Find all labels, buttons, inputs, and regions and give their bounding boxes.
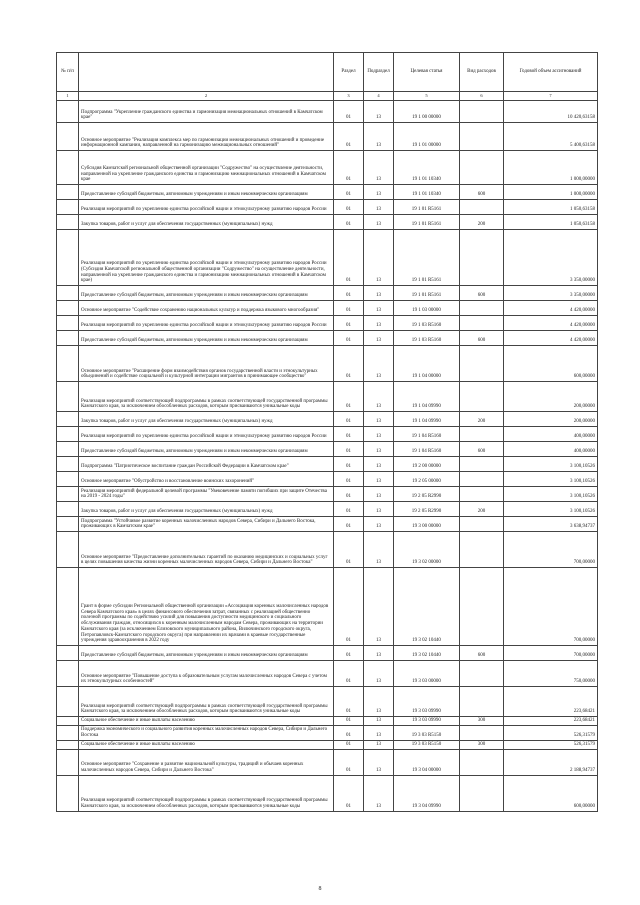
vr-cell (460, 151, 504, 185)
vr-cell: 300 (460, 717, 504, 726)
vr-cell (460, 457, 504, 472)
name-cell: Предоставление субсидий бюджетным, автономным учреждениям и иным некоммерческим организациям (79, 442, 334, 457)
num-cell (57, 185, 79, 200)
podrazdel-cell: 13 (364, 502, 394, 517)
table-row (57, 215, 598, 230)
target-cell: 19 3 02 10440 (394, 646, 460, 661)
sum-cell: 223,68421 (504, 717, 598, 726)
name-cell: Предоставление субсидий бюджетным, автономным учреждениям и иным некоммерческим организациям (79, 331, 334, 346)
sum-cell: 1 000,00000 (504, 185, 598, 200)
razdel-cell: 01 (334, 382, 364, 412)
sum-cell: 3 100,10526 (504, 457, 598, 472)
razdel-cell: 01 (334, 427, 364, 442)
name-cell: Реализация мероприятий по укреплению единства российской нации и этнокультурному развитию народов России (79, 316, 334, 331)
target-cell: 19 3 03 R5150 (394, 725, 460, 740)
razdel-cell: 01 (334, 101, 364, 123)
name-cell: Социальное обеспечение и иные выплаты населению (79, 740, 334, 749)
name-cell: Грант в форме субсидии Региональной общественной организации «Ассоциация коренных малочисленных народов Севера Камчатского края» в целях финансового обеспечения затрат, связанных с реализацией общественно полезной программы по содействию усилий для повышения доступности медицинского и социального обслуживания граждан, относящихся к коренным малочисленным народам Севера, проживающих на территории Камчатского края (за исключением Елизовского муниципального района, Вилючинского городского округа, Петропавловск-Камчатского городского округа) при направлении их врачами в краевые государственные учреждения здравоохранения в 2022 году (79, 568, 334, 646)
num-cell (57, 749, 79, 775)
razdel-cell: 01 (334, 687, 364, 717)
sum-cell: 1 000,00000 (504, 151, 598, 185)
num-cell (57, 427, 79, 442)
razdel-cell: 01 (334, 286, 364, 301)
razdel-cell: 01 (334, 331, 364, 346)
sum-cell: 5 400,63158 (504, 123, 598, 151)
table-row (57, 717, 598, 726)
target-cell: 19 2 05 R2990 (394, 487, 460, 502)
target-cell: 19 2 05 00000 (394, 472, 460, 487)
name-cell: Поддержка экономического и социального развития коренных малочисленных народов Севера, Сибири и Дальнего Востока (79, 725, 334, 740)
name-cell: Основное мероприятие "Обустройство и восстановление воинских захоронений" (79, 472, 334, 487)
target-cell: 19 1 01 10340 (394, 185, 460, 200)
target-cell: 19 3 02 10440 (394, 568, 460, 646)
razdel-cell: 01 (334, 185, 364, 200)
razdel-cell: 01 (334, 346, 364, 382)
index-cell: 2 (79, 92, 334, 101)
podrazdel-cell: 13 (364, 427, 394, 442)
vr-cell (460, 687, 504, 717)
sum-cell: 400,00000 (504, 442, 598, 457)
name-cell: Социальное обеспечение и иные выплаты населению (79, 717, 334, 726)
podrazdel-cell: 13 (364, 517, 394, 532)
sum-cell: 700,00000 (504, 646, 598, 661)
target-cell: 19 1 01 R5161 (394, 215, 460, 230)
table-row (57, 457, 598, 472)
vr-cell (460, 749, 504, 775)
razdel-cell: 01 (334, 517, 364, 532)
table-row (57, 301, 598, 316)
sum-cell: 700,00000 (504, 568, 598, 646)
sum-cell: 3 100,10526 (504, 472, 598, 487)
name-cell: Подпрограмма "Устойчивое развитие коренных малочисленных народов Севера, Сибири и Дальнего Востока, проживающих в Камчатском крае" (79, 517, 334, 532)
vr-cell: 200 (460, 215, 504, 230)
vr-cell (460, 568, 504, 646)
name-cell: Закупка товаров, работ и услуг для обеспечения государственных (муниципальных) нужд (79, 215, 334, 230)
table-row (57, 316, 598, 331)
sum-cell: 600,00000 (504, 775, 598, 811)
podrazdel-cell: 13 (364, 775, 394, 811)
table-row (57, 725, 598, 740)
vr-cell (460, 301, 504, 316)
name-cell: Основное мероприятие "Повышение доступа к образовательным услугам малочисленных народов Севера с учетом их этнокультурных особенностей" (79, 661, 334, 687)
vr-cell (460, 200, 504, 215)
sum-cell: 526,31579 (504, 725, 598, 740)
sum-cell: 4 420,00000 (504, 316, 598, 331)
sum-cell: 4 420,00000 (504, 331, 598, 346)
vr-cell (460, 775, 504, 811)
sum-cell: 1 050,63158 (504, 215, 598, 230)
name-cell: Реализация мероприятий по укреплению единства российской нации и этнокультурному развитию народов России (79, 427, 334, 442)
target-cell: 19 1 01 R5161 (394, 200, 460, 215)
num-cell (57, 717, 79, 726)
target-cell: 19 1 04 09990 (394, 412, 460, 427)
table-row (57, 442, 598, 457)
num-cell (57, 457, 79, 472)
sum-cell: 3 350,00000 (504, 286, 598, 301)
podrazdel-cell: 13 (364, 442, 394, 457)
target-cell: 19 1 01 00000 (394, 123, 460, 151)
target-cell: 19 3 02 00000 (394, 532, 460, 568)
table-row (57, 472, 598, 487)
table-row (57, 775, 598, 811)
table-row (57, 749, 598, 775)
header-row (57, 53, 598, 92)
target-cell: 19 1 01 R5161 (394, 230, 460, 286)
sum-cell: 700,00000 (504, 532, 598, 568)
razdel-cell: 01 (334, 749, 364, 775)
razdel-cell: 01 (334, 151, 364, 185)
podrazdel-cell: 13 (364, 101, 394, 123)
razdel-cell: 01 (334, 661, 364, 687)
vr-cell (460, 346, 504, 382)
num-cell (57, 331, 79, 346)
num-cell (57, 230, 79, 286)
sum-cell: 223,68421 (504, 687, 598, 717)
razdel-cell: 01 (334, 412, 364, 427)
num-cell (57, 200, 79, 215)
sum-cell: 3 100,10526 (504, 502, 598, 517)
target-cell: 19 2 00 00000 (394, 457, 460, 472)
vr-cell (460, 123, 504, 151)
page-number: 8 (318, 886, 322, 892)
index-cell: 6 (460, 92, 504, 101)
num-cell (57, 568, 79, 646)
target-cell: 19 3 03 R5150 (394, 740, 460, 749)
table-row (57, 487, 598, 502)
index-cell: 7 (504, 92, 598, 101)
name-cell: Закупка товаров, работ и услуг для обеспечения государственных (муниципальных) нужд (79, 412, 334, 427)
razdel-cell: 01 (334, 457, 364, 472)
num-cell (57, 442, 79, 457)
name-cell: Реализация мероприятий соответствующей подпрограммы в рамках соответствующей государственной программы Камчатского края, за исключением обособленных расходов, которым присваиваются уникальные коды (79, 775, 334, 811)
col-header-target: Целевая статья (394, 53, 460, 92)
num-cell (57, 472, 79, 487)
index-cell: 5 (394, 92, 460, 101)
name-cell: Реализация мероприятий соответствующей подпрограммы в рамках соответствующей государственной программы Камчатского края, за исключением обособленных расходов, которым присваиваются уникальные коды (79, 687, 334, 717)
sum-cell: 600,00000 (504, 346, 598, 382)
sum-cell: 400,00000 (504, 427, 598, 442)
name-cell: Предоставление субсидий бюджетным, автономным учреждениям и иным некоммерческим организациям (79, 185, 334, 200)
target-cell: 19 1 03 R5160 (394, 316, 460, 331)
target-cell: 19 1 03 R5160 (394, 331, 460, 346)
name-cell: Подпрограмма "Патриотическое воспитание граждан Российской Федерации в Камчатском крае" (79, 457, 334, 472)
name-cell: Реализация мероприятий по укреплению единства российской нации и этнокультурному развитию народов России (Субсидия Камчатской региональной общественной организации "Содружество" на осуществление деятельности, направленной на укрепление гражданского единства и гармонизацию межнациональных отношений в Камчатском крае) (79, 230, 334, 286)
sum-cell: 1 050,63158 (504, 200, 598, 215)
col-header-num: № п/п (57, 53, 79, 92)
target-cell: 19 3 04 00000 (394, 749, 460, 775)
index-cell: 1 (57, 92, 79, 101)
razdel-cell: 01 (334, 717, 364, 726)
table-row (57, 185, 598, 200)
num-cell (57, 687, 79, 717)
sum-cell: 200,00000 (504, 382, 598, 412)
num-cell (57, 123, 79, 151)
podrazdel-cell: 13 (364, 412, 394, 427)
razdel-cell: 01 (334, 532, 364, 568)
table-row (57, 286, 598, 301)
name-cell: Основное мероприятие "Предоставление дополнительных гарантий по оказанию медицинских и социальных услуг в целях повышения качества жизни коренных малочисленных народов Севера, Сибири и Дальнего Востока" (79, 532, 334, 568)
podrazdel-cell: 13 (364, 200, 394, 215)
podrazdel-cell: 13 (364, 301, 394, 316)
podrazdel-cell: 13 (364, 717, 394, 726)
name-cell: Основное мероприятие "Реализация комплекса мер по гармонизации межнациональных отношений и проведение информационной кампании, направленной на гармонизацию межнациональных отношений" (79, 123, 334, 151)
podrazdel-cell: 13 (364, 687, 394, 717)
target-cell: 19 3 03 09990 (394, 687, 460, 717)
name-cell: Основное мероприятие "Расширение форм взаимодействия органов государственной власти и этнокультурных объединений и содействие социальной и культурной интеграции мигрантов в принимающее сообщество" (79, 346, 334, 382)
table-row (57, 502, 598, 517)
vr-cell: 600 (460, 442, 504, 457)
razdel-cell: 01 (334, 725, 364, 740)
table-row (57, 101, 598, 123)
num-cell (57, 661, 79, 687)
table-row (57, 200, 598, 215)
vr-cell (460, 661, 504, 687)
table-row (57, 661, 598, 687)
podrazdel-cell: 13 (364, 740, 394, 749)
table-row (57, 123, 598, 151)
podrazdel-cell: 13 (364, 215, 394, 230)
sum-cell: 3 350,00000 (504, 230, 598, 286)
col-header-podrazdel: Подраздел (364, 53, 394, 92)
index-cell: 3 (334, 92, 364, 101)
sum-cell: 526,31579 (504, 740, 598, 749)
razdel-cell: 01 (334, 472, 364, 487)
target-cell: 19 1 04 00000 (394, 346, 460, 382)
num-cell (57, 151, 79, 185)
name-cell: Основное мероприятие "Сохранение и развитие национальной культуры, традиций и обычаев коренных малочисленных народов Севера, Сибири и Дальнего Востока" (79, 749, 334, 775)
num-cell (57, 101, 79, 123)
num-cell (57, 412, 79, 427)
razdel-cell: 01 (334, 568, 364, 646)
vr-cell (460, 101, 504, 123)
vr-cell (460, 725, 504, 740)
vr-cell (460, 517, 504, 532)
num-cell (57, 517, 79, 532)
name-cell: Реализация мероприятий федеральной целевой программы "Увековечение памяти погибших при защите Отечества на 2019 - 2024 годы" (79, 487, 334, 502)
table-row (57, 740, 598, 749)
podrazdel-cell: 13 (364, 286, 394, 301)
razdel-cell: 01 (334, 301, 364, 316)
table-row (57, 568, 598, 646)
podrazdel-cell: 13 (364, 568, 394, 646)
sum-cell: 200,00000 (504, 412, 598, 427)
podrazdel-cell: 13 (364, 661, 394, 687)
podrazdel-cell: 13 (364, 331, 394, 346)
target-cell: 19 1 04 R5160 (394, 427, 460, 442)
vr-cell: 600 (460, 331, 504, 346)
vr-cell (460, 316, 504, 331)
razdel-cell: 01 (334, 215, 364, 230)
table-row (57, 331, 598, 346)
name-cell: Основное мероприятие "Содействие сохранению национальных культур и поддержка языкового многообразия" (79, 301, 334, 316)
podrazdel-cell: 13 (364, 316, 394, 331)
razdel-cell: 01 (334, 487, 364, 502)
num-cell (57, 775, 79, 811)
table-row (57, 427, 598, 442)
razdel-cell: 01 (334, 740, 364, 749)
name-cell: Закупка товаров, работ и услуг для обеспечения государственных (муниципальных) нужд (79, 502, 334, 517)
index-cell: 4 (364, 92, 394, 101)
razdel-cell: 01 (334, 502, 364, 517)
col-header-razdel: Раздел (334, 53, 364, 92)
razdel-cell: 01 (334, 442, 364, 457)
sum-cell: 4 420,00000 (504, 301, 598, 316)
target-cell: 19 2 05 R2990 (394, 502, 460, 517)
num-cell (57, 286, 79, 301)
vr-cell: 600 (460, 185, 504, 200)
podrazdel-cell: 13 (364, 749, 394, 775)
vr-cell (460, 472, 504, 487)
name-cell: Реализация мероприятий по укреплению единства российской нации и этнокультурному развитию народов России (79, 200, 334, 215)
razdel-cell: 01 (334, 200, 364, 215)
razdel-cell: 01 (334, 230, 364, 286)
table-row (57, 532, 598, 568)
num-cell (57, 316, 79, 331)
vr-cell: 600 (460, 286, 504, 301)
table-row (57, 382, 598, 412)
table-row (57, 646, 598, 661)
vr-cell: 200 (460, 502, 504, 517)
podrazdel-cell: 13 (364, 382, 394, 412)
podrazdel-cell: 13 (364, 472, 394, 487)
num-cell (57, 346, 79, 382)
target-cell: 19 1 04 R5160 (394, 442, 460, 457)
table-row (57, 412, 598, 427)
podrazdel-cell: 13 (364, 185, 394, 200)
vr-cell (460, 230, 504, 286)
podrazdel-cell: 13 (364, 457, 394, 472)
target-cell: 19 3 03 09990 (394, 717, 460, 726)
sum-cell: 3 638,94737 (504, 517, 598, 532)
vr-cell: 600 (460, 646, 504, 661)
podrazdel-cell: 13 (364, 151, 394, 185)
target-cell: 19 1 04 09990 (394, 382, 460, 412)
num-cell (57, 532, 79, 568)
target-cell: 19 1 00 00000 (394, 101, 460, 123)
table-body (57, 101, 598, 812)
name-cell: Подпрограмма "Укрепление гражданского единства и гармонизация межнациональных отношений в Камчатском крае" (79, 101, 334, 123)
sum-cell: 2 188,94737 (504, 749, 598, 775)
vr-cell (460, 382, 504, 412)
index-row (57, 92, 598, 101)
col-header-vr: Вид расходов (460, 53, 504, 92)
table-row (57, 230, 598, 286)
table-row (57, 151, 598, 185)
razdel-cell: 01 (334, 775, 364, 811)
sum-cell: 10 420,63158 (504, 101, 598, 123)
name-cell: Предоставление субсидий бюджетным, автономным учреждениям и иным некоммерческим организациям (79, 286, 334, 301)
col-header-name (79, 53, 334, 92)
target-cell: 19 3 04 09990 (394, 775, 460, 811)
target-cell: 19 3 03 00000 (394, 661, 460, 687)
name-cell: Реализация мероприятий соответствующей подпрограммы в рамках соответствующей государственной программы Камчатского края, за исключением обособленных расходов, которым присваиваются уникальные коды (79, 382, 334, 412)
vr-cell: 200 (460, 412, 504, 427)
target-cell: 19 3 00 00000 (394, 517, 460, 532)
razdel-cell: 01 (334, 123, 364, 151)
razdel-cell: 01 (334, 316, 364, 331)
name-cell: Субсидия Камчатской региональной общественной организации "Содружество" на осуществление деятельности, направленной на укрепление гражданского единства и гармонизацию межнациональных отношений в Камчатском крае (79, 151, 334, 185)
razdel-cell: 01 (334, 646, 364, 661)
table-row (57, 687, 598, 717)
table-row (57, 346, 598, 382)
vr-cell (460, 532, 504, 568)
vr-cell (460, 427, 504, 442)
budget-table (56, 52, 598, 812)
sum-cell: 750,00000 (504, 661, 598, 687)
podrazdel-cell: 13 (364, 230, 394, 286)
num-cell (57, 502, 79, 517)
num-cell (57, 725, 79, 740)
num-cell (57, 382, 79, 412)
num-cell (57, 646, 79, 661)
name-cell: Предоставление субсидий бюджетным, автономным учреждениям и иным некоммерческим организациям (79, 646, 334, 661)
podrazdel-cell: 13 (364, 725, 394, 740)
podrazdel-cell: 13 (364, 346, 394, 382)
podrazdel-cell: 13 (364, 646, 394, 661)
num-cell (57, 487, 79, 502)
col-header-sum: Годовой объем ассигнований (504, 53, 598, 92)
podrazdel-cell: 13 (364, 487, 394, 502)
podrazdel-cell: 13 (364, 123, 394, 151)
vr-cell: 300 (460, 740, 504, 749)
sum-cell: 3 100,10526 (504, 487, 598, 502)
podrazdel-cell: 13 (364, 532, 394, 568)
target-cell: 19 1 01 R5161 (394, 286, 460, 301)
num-cell (57, 740, 79, 749)
num-cell (57, 215, 79, 230)
target-cell: 19 1 01 10340 (394, 151, 460, 185)
vr-cell (460, 487, 504, 502)
num-cell (57, 301, 79, 316)
table-row (57, 517, 598, 532)
target-cell: 19 1 03 00000 (394, 301, 460, 316)
